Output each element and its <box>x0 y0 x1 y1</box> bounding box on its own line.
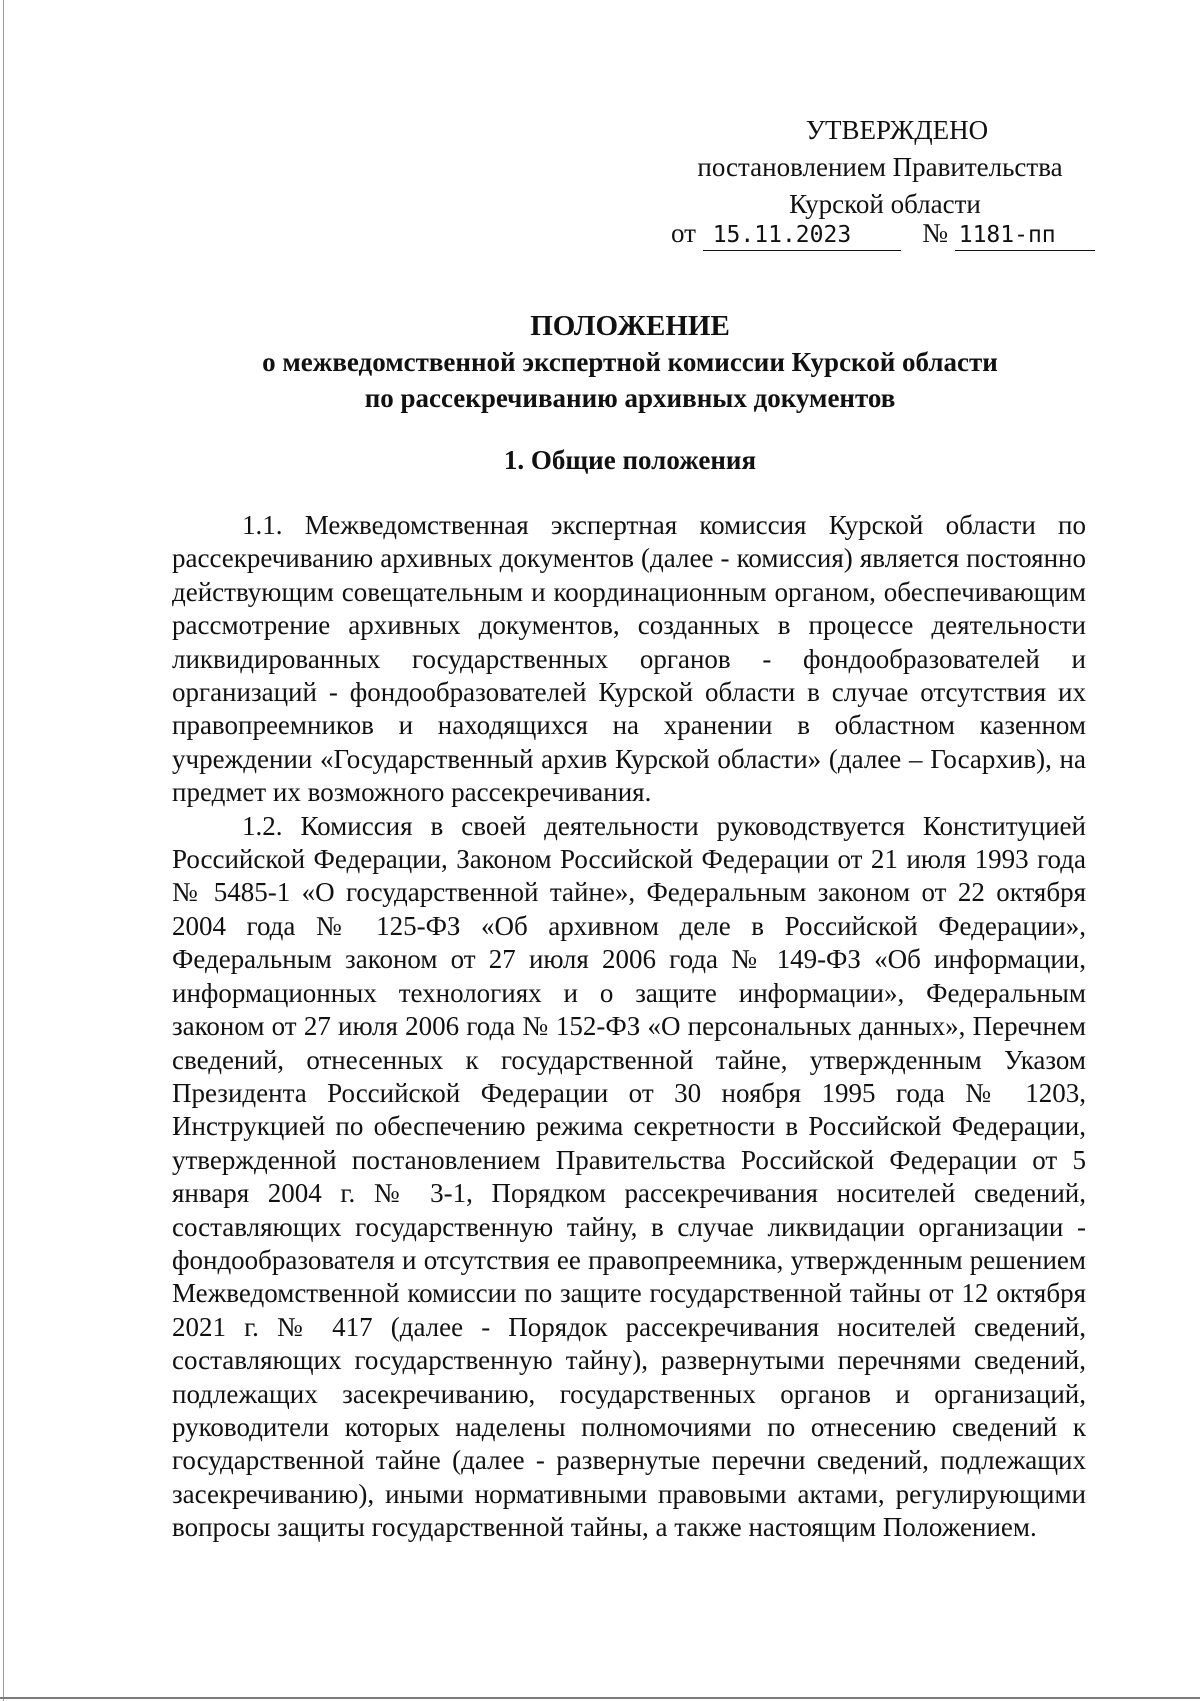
paragraph-1-2: 1.2. Комиссия в своей деятельности руководствуется Конституцией Российской Федерации, Законом Российской Федерации от 21 июля 1993 года № 5485-1 «О государственной тайне», Федеральным законом от 22 октября 2004 года № 125-ФЗ «Об архивном деле в Российской Федерации», Федеральным законом от 27 июля 2006 года № 149-ФЗ «Об информации, информационных технологиях и о защите информации», Федеральным законом от 27 июля 2006 года № 152-ФЗ «О персональных данных», Перечнем сведений, отнесенных к государственной тайне, утвержденным Указом Президента Российской Федерации от 30 ноября 1995 года № 1203, Инструкцией по обеспечению режима секретности в Российской Федерации, утвержденной постановлением Правительства Российской Федерации от 5 января 2004 г. № 3-1, Порядком рассекречивания носителей сведений, составляющих государственную тайну, в случае ликвидации организации - фондообразователя и отсутствия ее правопреемника, утвержденным решением Межведомственной комиссии по защите государственной тайны от 12 октября 2021 г. № 417 (далее - Порядок рассекречивания носителей сведений, составляющих государственную тайну), развернутыми перечнями сведений, подлежащих засекречиванию, государственных органов и организаций, руководители которых наделены полномочиями по отнесению сведений к государственной тайне (далее - развернутые перечни сведений, подлежащих засекречиванию), иными нормативными правовыми актами, регулирующими вопросы защиты государственной тайны, а также настоящим Положением. <box>172 810 1086 1543</box>
scan-left-edge <box>3 0 4 1701</box>
date-prefix: от <box>671 218 696 248</box>
approved-region-line: Курской области <box>789 189 981 219</box>
approval-date: 15.11.2023 <box>703 220 901 251</box>
document-title: ПОЛОЖЕНИЕ <box>530 310 730 342</box>
document-body <box>172 509 1086 1545</box>
approved-by-line: постановлением Правительства <box>697 152 1063 182</box>
scan-bottom-edge <box>0 1697 1200 1699</box>
section-heading: 1. Общие положения <box>503 445 757 475</box>
approved-label: УТВЕРЖДЕНО <box>805 115 989 145</box>
paragraph-1-1: 1.1. Межведомственная экспертная комиссия Курской области по рассекречиванию архивных документов (далее - комиссия) является постоянно действующим совещательным и координационным органом, обеспечивающим рассмотрение архивных документов, созданных в процессе деятельности ликвидированных государственных органов - фондообразователей и организаций - фондообразователей Курской области в случае отсутствия их правопреемников и находящихся на хранении в областном казенном учреждении «Государственный архив Курской области» (далее – Госархив), на предмет их возможного рассекречивания. <box>172 510 1086 808</box>
approval-date-number-row <box>671 213 1091 253</box>
number-prefix: № <box>922 218 948 248</box>
document-subtitle-line-2: по рассекречиванию архивных документов <box>364 383 896 413</box>
approval-number: 1181-пп <box>955 220 1095 251</box>
document-subtitle-line-1: о межведомственной экспертной комиссии Курской области <box>262 347 998 377</box>
approval-stamp-block <box>660 112 1100 223</box>
